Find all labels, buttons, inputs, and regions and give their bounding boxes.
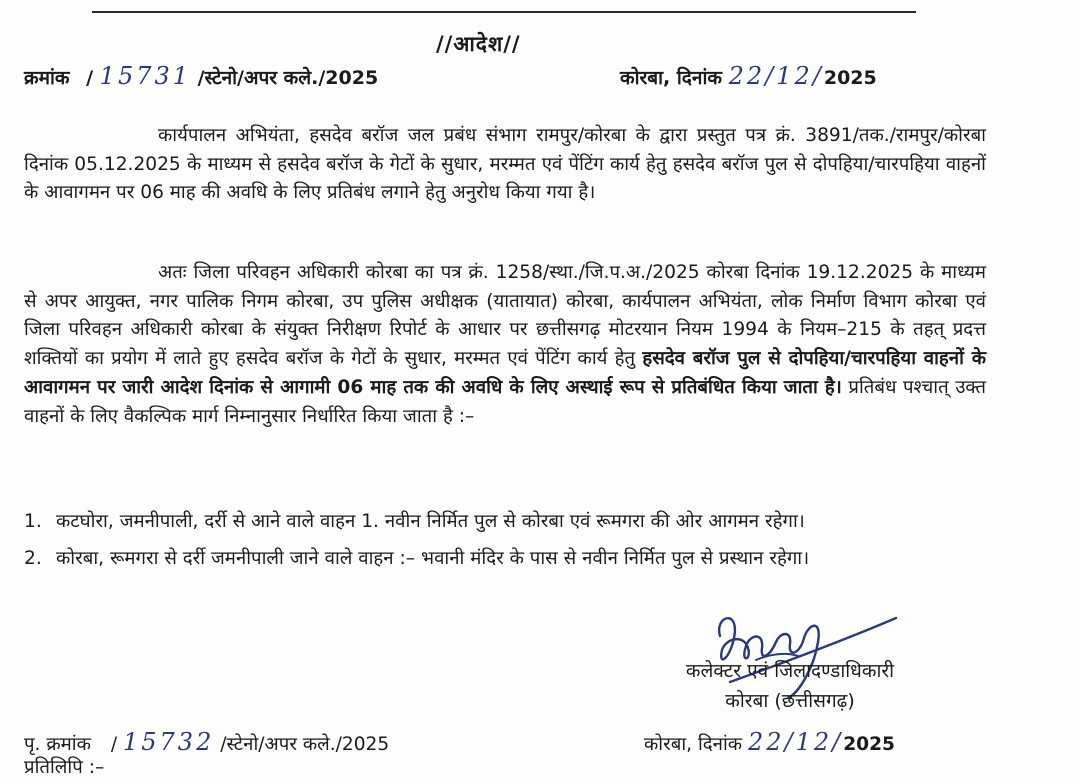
- signatory-place: कोरबा (छत्तीसगढ़): [725, 690, 855, 712]
- ref-prefix: क्रमांक: [24, 67, 70, 89]
- endorsement-reference: पृ. क्रमांक / 15732 /स्टेनो/अपर कले./2025: [24, 728, 390, 756]
- alternate-routes-list: [24, 508, 986, 573]
- paragraph-2: [24, 259, 986, 431]
- list-item: [24, 508, 986, 537]
- paragraph-1-text: कार्यपालन अभियंता, हसदेव बरॉज जल प्रबंध संभाग रामपुर/कोरबा के द्वारा प्रस्तुत पत्र क्रं. 3891/तक./रामपुर/कोरबा दिनांक 05.12.2025 के माध्यम से हसदेव बरॉज के गेटों के सुधार, मरम्मत एवं पेंटिंग कार्य हेतु हसदेव बरॉज पुल से दोपहिया/चारपहिया वाहनों के आवागमन पर 06 माह की अवधि के लिए प्रतिबंध लगाने हेतु अनुरोध किया गया है।: [24, 125, 986, 204]
- signatory-designation: कलेक्टर एवं जिलादण्डाधिकारी: [685, 660, 895, 682]
- header-rule: [92, 11, 916, 13]
- ref-suffix: /स्टेनो/अपर कले./2025: [197, 67, 379, 89]
- endorsement-place-date: [644, 728, 895, 756]
- order-title: //आदेश//: [436, 32, 521, 56]
- endorsement-suffix: /स्टेनो/अपर कले./2025: [220, 734, 390, 755]
- paragraph-1: [24, 122, 986, 208]
- date-year: 2025: [823, 67, 877, 89]
- list-item-number: 1.: [24, 511, 42, 532]
- endorsement-date-label: कोरबा, दिनांक: [644, 734, 743, 755]
- ref-number-handwritten: 15731: [99, 62, 192, 90]
- endorsement-prefix: पृ. क्रमांक: [24, 734, 91, 755]
- paragraph-2-bold: हसदेव बरॉज पुल से दोपहिया/चारपहिया वाहनों के आवागमन पर जारी आदेश दिनांक से आगामी 06 माह तक की अवधि के लिए अस्थाई रूप से प्रतिबंधित किया जाता है।: [24, 348, 986, 398]
- order-place-date: [620, 62, 877, 90]
- endorsement-date-year: 2025: [843, 734, 895, 755]
- copy-to-label: प्रतिलिपि :–: [24, 757, 105, 778]
- signatory-block: [645, 656, 935, 716]
- order-reference: क्रमांक / 15731 /स्टेनो/अपर कले./2025: [24, 62, 379, 90]
- list-item-text: कोरबा, रूमगरा से दर्री जमनीपाली जाने वाले वाहन :– भवानी मंदिर के पास से नवीन निर्मित पुल से प्रस्थान रहेगा।: [56, 547, 810, 569]
- place-date-label: कोरबा, दिनांक: [620, 67, 722, 89]
- paragraph-2-text: अतः जिला परिवहन अधिकारी कोरबा का पत्र क्रं. 1258/स्था./जि.प.अ./2025 कोरबा दिनांक 19.12.2025 के माध्यम से अपर आयुक्त, नगर पालिक निगम कोरबा, उप पुलिस अधीक्षक (यातायात) कोरबा, कार्यपालन अभियंता, लोक निर्माण विभाग कोरबा एवं जिला परिवहन अधिकारी कोरबा के संयुक्त निरीक्षण रिपोर्ट के आधार पर छत्तीसगढ़ मोटरयान नियम 1994 के नियम–215 के तहत् प्रदत्त शक्तियों का प्रयोग में लाते हुए हसदेव बरॉज के गेटों के सुधार, मरम्मत एवं पेंटिंग कार्य हेतु: [24, 262, 986, 370]
- list-item: [24, 545, 986, 574]
- list-item-number: 2.: [24, 547, 42, 569]
- paragraph-2-tail: प्रतिबंध पश्चात् उक्त वाहनों के लिए वैकल्पिक मार्ग निम्नानुसार निर्धारित किया जाता है :–: [24, 376, 986, 427]
- endorsement-date-handwritten: 22/12/: [747, 728, 844, 756]
- list-item-text: कटघोरा, जमनीपाली, दर्री से आने वाले वाहन 1. नवीन निर्मित पुल से कोरबा एवं रूमगरा की ओर आगमन रहेगा।: [56, 511, 805, 532]
- endorsement-number-handwritten: 15732: [123, 728, 215, 756]
- date-handwritten: 22/12/: [728, 62, 824, 90]
